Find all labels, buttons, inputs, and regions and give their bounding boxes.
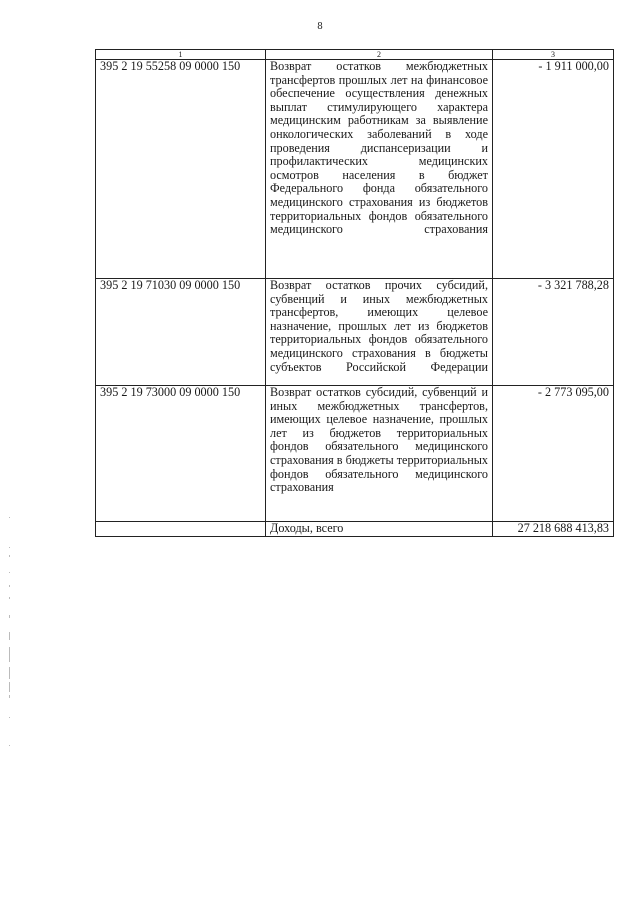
page-number: 8 bbox=[317, 22, 323, 32]
column-number-row bbox=[96, 50, 614, 60]
revenue-amount: - 2 773 095,00 bbox=[493, 386, 614, 522]
column-header-3: 3 bbox=[493, 50, 614, 60]
revenue-description: Возврат остатков межбюджетных трансфертов прошлых лет на финансовое обеспечение осуществления денежных выплат стимулирующего характера медицинским работникам за выявление онкологических заболеваний в ходе проведения диспансеризации и профилактических медицинских осмотров населения в бюджет Федерального фонда обязательного медицинского страхования из бюджетов территориальных фондов обязательного медицинского страхования bbox=[266, 60, 493, 279]
budget-code: 395 2 19 55258 09 0000 150 bbox=[96, 60, 266, 279]
total-row bbox=[96, 522, 614, 537]
total-code bbox=[96, 522, 266, 537]
revenue-description: Возврат остатков субсидий, субвенций и иных межбюджетных трансфертов, имеющих целевое назначение, прошлых лет из бюджетов территориальных фондов обязательного медицинского страхования в бюджеты территориальных фондов обязательного медицинского страхования bbox=[266, 386, 493, 522]
column-header-2: 2 bbox=[266, 50, 493, 60]
budget-code: 395 2 19 73000 09 0000 150 bbox=[96, 386, 266, 522]
column-header-1: 1 bbox=[96, 50, 266, 60]
table-row bbox=[96, 60, 614, 279]
table-row bbox=[96, 386, 614, 522]
total-amount: 27 218 688 413,83 bbox=[493, 522, 614, 537]
revenue-description: Возврат остатков прочих субсидий, субвенций и иных межбюджетных трансфертов, имеющих целевое назначение, прошлых лет из бюджетов территориальных фондов обязательного медицинского страхования в бюджеты субъектов Российской Федерации bbox=[266, 279, 493, 386]
revenue-amount: - 1 911 000,00 bbox=[493, 60, 614, 279]
revenue-table bbox=[95, 49, 614, 537]
total-label: Доходы, всего bbox=[266, 522, 493, 537]
revenue-amount: - 3 321 788,28 bbox=[493, 279, 614, 386]
budget-code: 395 2 19 71030 09 0000 150 bbox=[96, 279, 266, 386]
table-row bbox=[96, 279, 614, 386]
scan-margin-marks bbox=[9, 517, 11, 747]
